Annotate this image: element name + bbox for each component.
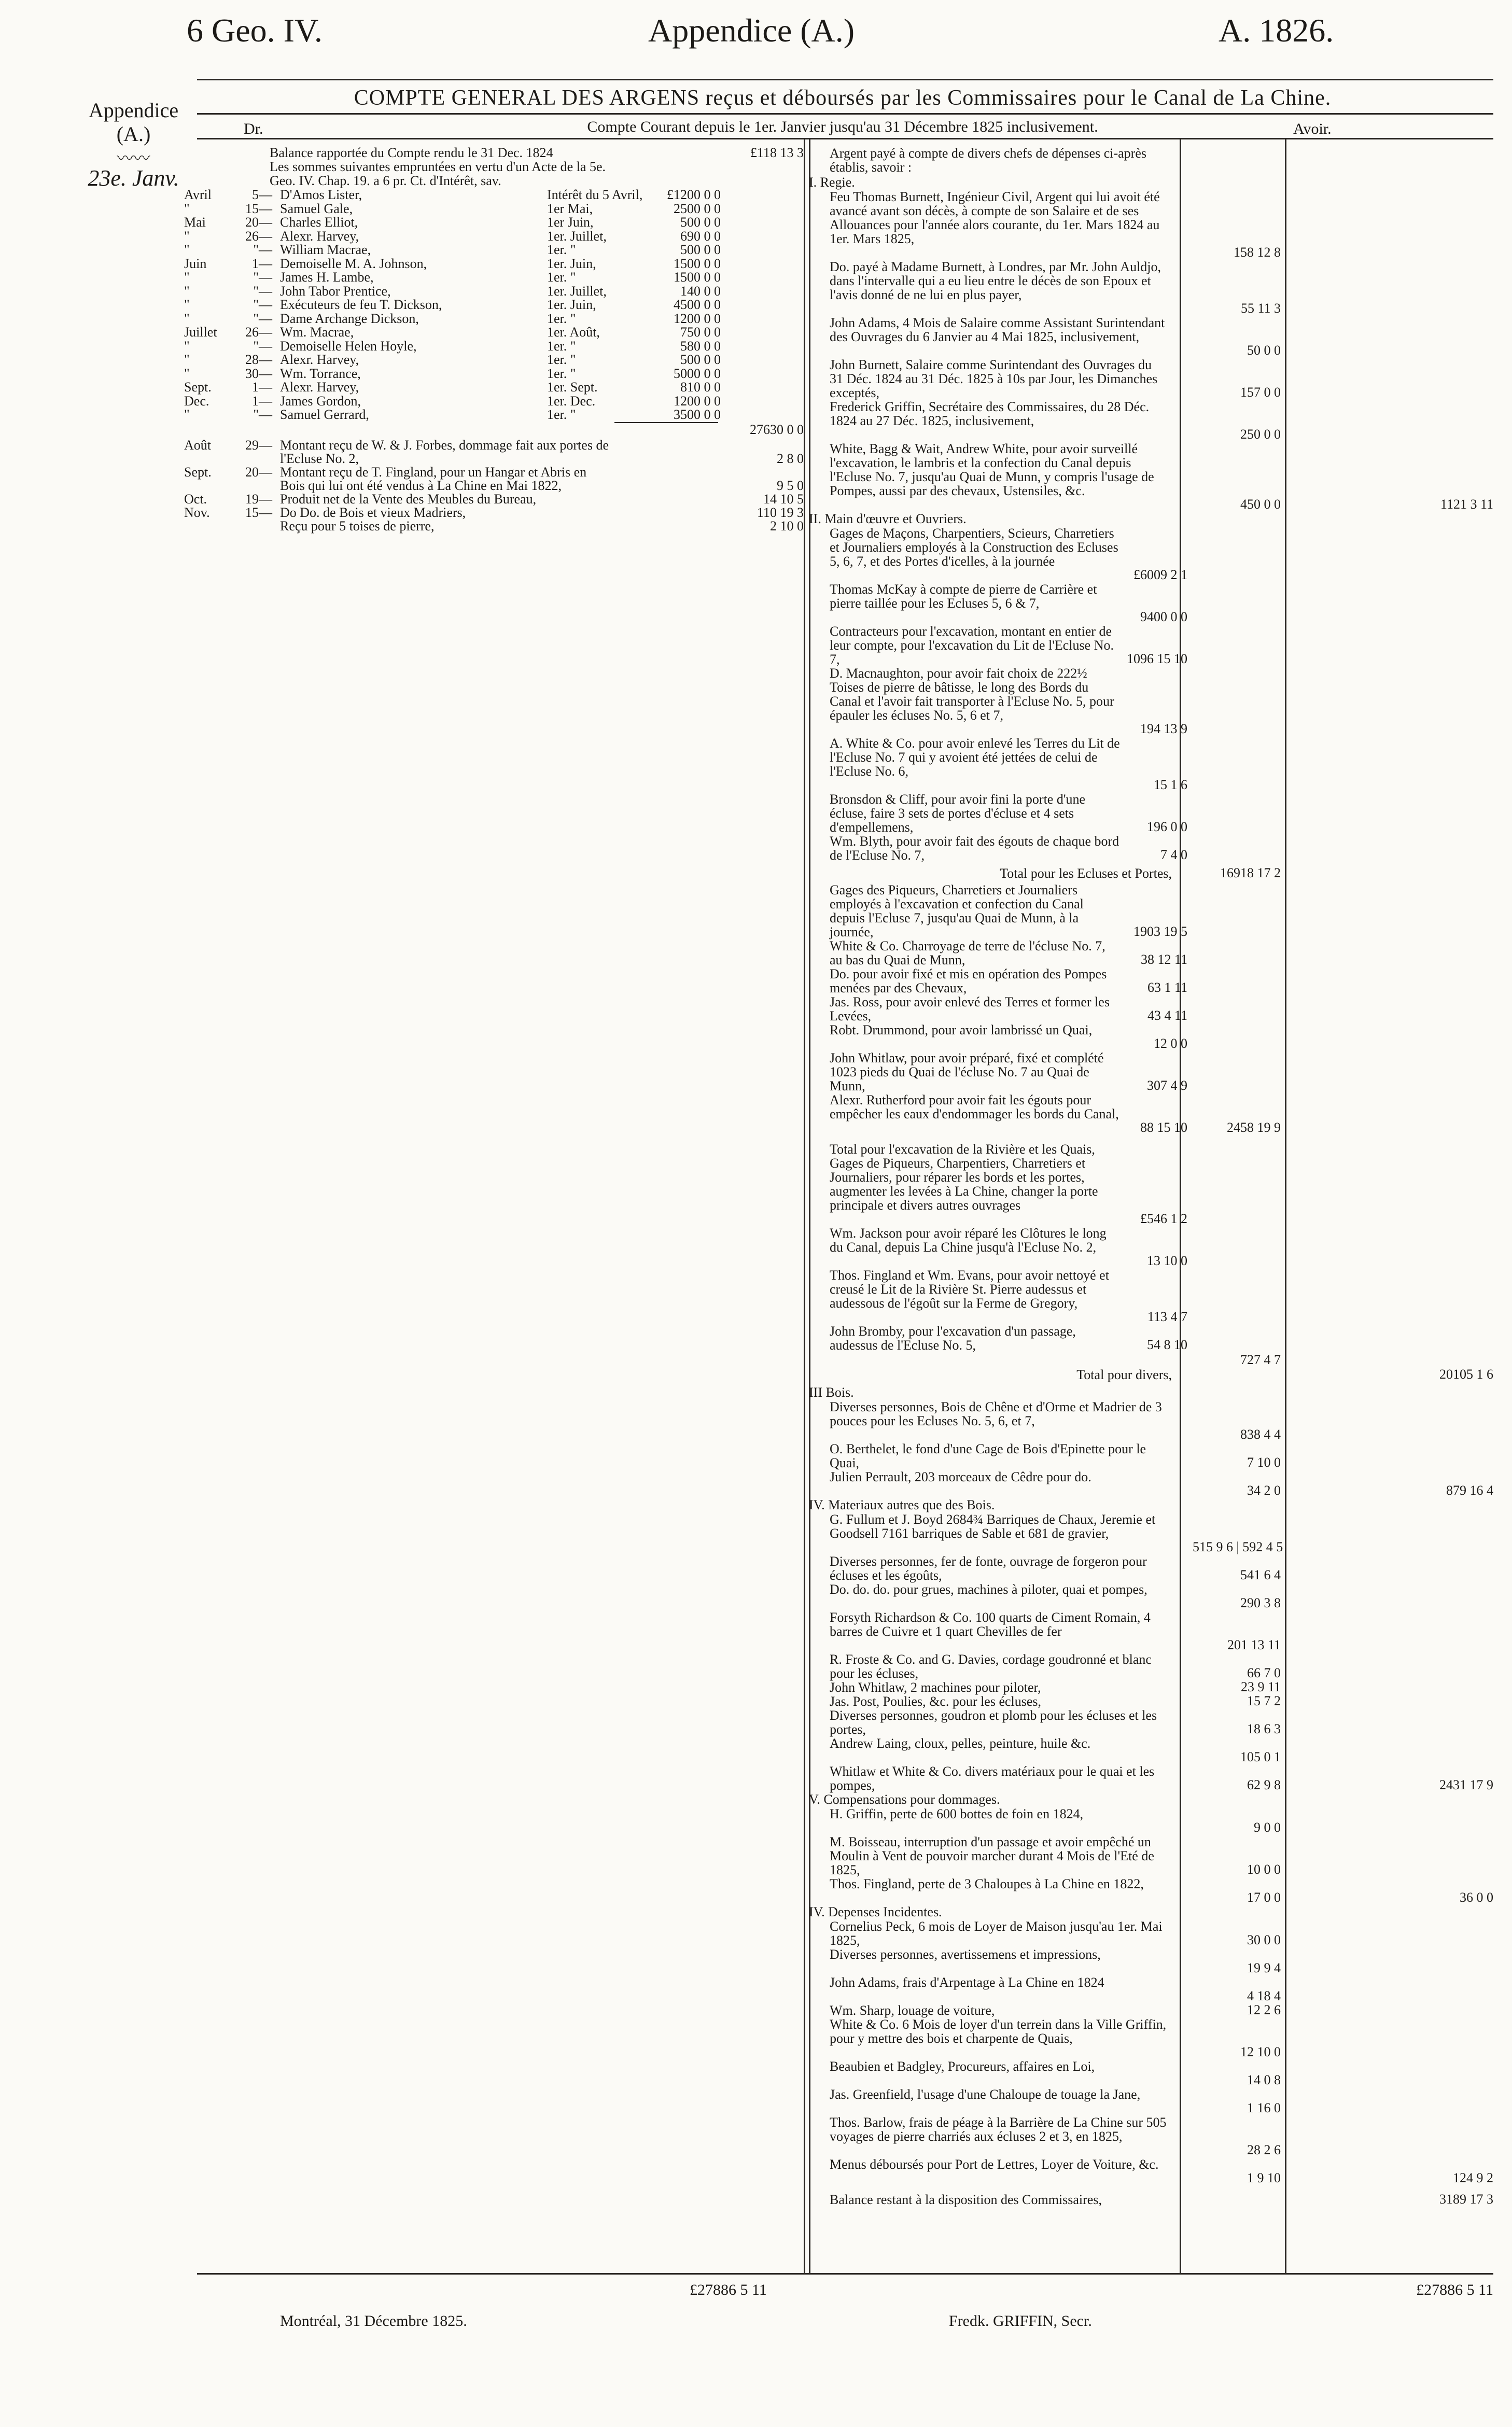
loan-lender: James H. Lambe, [280,270,374,285]
loan-lender: Alexr. Harvey, [280,380,359,395]
materials-amount: 515 9 6 | 592 4 5 [1193,1539,1283,1554]
river-amount: £546 1 2 [1140,1211,1187,1226]
credit-item-text: Gages de Maçons, Charpentiers, Scieurs, Charretiers et Journaliers employés à la Construction des Ecluses 5, 6, 7, et des Portes d'icelles, à la journée [830,526,1118,569]
receipt-amount: 110 19 3 [757,504,804,520]
credit-item-text: Julien Perrault, 203 morceaux de Cêdre pour do. [830,1469,1091,1484]
receipt-amount: 14 10 5 [763,491,804,507]
credit-item-text: John Adams, frais d'Arpentage à La Chine en 1824 [830,1975,1104,1990]
loan-day: "— [253,242,272,257]
center-divider-2 [809,138,810,2274]
loan-month: " [184,352,190,367]
materials-amount: 17 0 0 [1247,1890,1281,1905]
materials-amount: 30 0 0 [1247,1932,1281,1947]
receipt-amount: 9 5 0 [777,478,804,493]
credit-item-text: John Whitlaw, pour avoir préparé, fixé et complété 1023 pieds du Quai de l'écluse No. 7 au Quai de Munn, [830,1050,1104,1093]
loan-interest-date: 1er. " [547,352,576,367]
loan-interest-date: 1er. " [547,270,576,285]
loan-day: "— [253,338,272,354]
loan-day: 15— [245,201,272,216]
section-heading: III Bois. [809,1385,854,1400]
loan-day: 1— [252,256,272,271]
credit-item-text: John Adams, 4 Mois de Salaire comme Assistant Surintendant des Ouvrages du 6 Janvier au 4 Mai 1825, inclusivement, [830,315,1165,344]
receipt-amount: 2 8 0 [777,451,804,466]
credit-item-text: Jas. Ross, pour avoir enlevé des Terres et former les Levées, [830,994,1110,1023]
loan-interest-date: 1er. Juillet, [547,283,607,299]
materials-amount: 62 9 8 [1247,1777,1281,1792]
credit-item-text: Diverses personnes, fer de fonte, ouvrage de forgeron pour écluses et les égoûts, [830,1554,1147,1583]
excavation-amount: 12 0 0 [1154,1036,1187,1051]
loan-month: " [184,228,190,244]
loan-lender: D'Amos Lister, [280,187,362,202]
loan-lender: William Macrae, [280,242,371,257]
loan-month: " [184,283,190,299]
header-year: A. 1826. [1219,12,1334,49]
excavation-amount: 63 1 11 [1147,980,1187,995]
credit-item-text: John Bromby, pour l'excavation d'un passage, audessus de l'Ecluse No. 5, [830,1324,1076,1353]
labour-amount: 15 1 6 [1154,777,1187,792]
loan-interest-date: 1er. Dec. [547,393,596,409]
credit-item-text: White & Co. 6 Mois de loyer d'un terrein dans la Ville Griffin, pour y mettre des bois et charpente de Quais, [830,2017,1167,2046]
loan-interest-date: 1er. " [547,407,576,422]
labour-amount: 7 4 0 [1160,847,1187,862]
credit-item-text: Do. do. do. pour grues, machines à piloter, quai et pompes, [830,1582,1147,1597]
credit-label: Avoir. [1293,120,1332,137]
credit-item-text: Menus déboursés pour Port de Lettres, Loyer de Voiture, &c. [830,2157,1159,2172]
regie-total: 1121 3 11 [1440,497,1493,512]
receipt-description: Bois qui lui ont été vendus à La Chine en Mai 1822, [280,478,562,493]
loan-lender: Demoiselle Helen Hoyle, [280,338,417,354]
regie-amount: 157 0 0 [1240,385,1281,400]
credit-item-text: M. Boisseau, interruption d'un passage et avoir empêché un Moulin à Vent de pouvoir marcher durant 4 Mois de l'Eté de 1825, [830,1834,1154,1877]
header-appendix: Appendice (A.) [648,12,855,49]
excavation-amount: 38 12 11 [1140,952,1187,967]
loan-day: "— [253,407,272,422]
credit-item-text: A. White & Co. pour avoir enlevé les Terres du Lit de l'Ecluse No. 7 qui y avoient été jettées de celui de l'Ecluse No. 6, [830,736,1120,779]
balance-label: Balance restant à la disposition des Commissaires, [830,2192,1102,2207]
account-title: COMPTE GENERAL DES ARGENS reçus et déboursés par les Commissaires pour le Canal de La Chine. [354,86,1332,110]
materials-amount: 14 0 8 [1247,2072,1281,2087]
loan-interest-date: 1er. " [547,242,576,257]
loan-lender: Charles Elliot, [280,215,358,230]
credit-item-text: White & Co. Charroyage de terre de l'écluse No. 7, au bas du Quai de Munn, [830,938,1105,967]
loan-interest-date: 1er. " [547,338,576,354]
receipt-month: Août [184,437,211,453]
credit-item-text: Beaubien et Badgley, Procureurs, affaires en Loi, [830,2059,1095,2074]
receipt-description: Montant reçu de W. & J. Forbes, dommage fait aux portes de [280,437,609,453]
receipt-description: Reçu pour 5 toises de pierre, [280,518,435,534]
excavation-subtotal: 2458 19 9 [1227,1120,1281,1135]
regie-amount: 158 12 8 [1234,245,1281,260]
river-amount: 54 8 10 [1147,1337,1187,1352]
credit-item-text: Wm. Blyth, pour avoir fait des égouts de chaque bord de l'Ecluse No. 7, [830,834,1119,863]
loan-month: " [184,366,190,381]
materials-amount: 12 10 0 [1240,2044,1281,2059]
receipt-month: Nov. [184,504,210,520]
loan-month: Dec. [184,393,209,409]
credit-item-text: Diverses personnes, avertissemens et impressions, [830,1947,1101,1962]
footer-signature: Fredk. GRIFFIN, Secr. [949,2312,1092,2330]
river-amount: 13 10 0 [1147,1253,1187,1268]
credit-item-text: Thos. Fingland, perte de 3 Chaloupes à La Chine en 1822, [830,1876,1144,1891]
excavation-amount: 1903 19 5 [1133,924,1187,939]
regie-amount: 250 0 0 [1240,427,1281,442]
loan-day: 1— [252,393,272,409]
credit-item-text: Gages des Piqueurs, Charretiers et Journaliers employés à l'excavation et confection du Canal depuis l'Ecluse 7, jusqu'au Quai de Munn, à la journée, [830,882,1084,939]
materials-amount: 12 2 6 [1247,2002,1281,2017]
loan-interest-date: 1er. Juin, [547,297,596,312]
appendix-margin-label [78,99,189,170]
loan-amount: 500 0 0 [680,215,721,230]
loan-interest-date: 1er. Juillet, [547,228,607,244]
credit-item-text: John Burnett, Salaire comme Surintendant des Ouvrages du 31 Déc. 1824 au 31 Déc. 1825 à 10s par Jour, les Dimanches exceptés, [830,357,1158,400]
materials-amount: 7 10 0 [1247,1455,1281,1470]
regie-amount: 50 0 0 [1247,343,1281,358]
receipt-month: Sept. [184,464,212,480]
materials-amount: 290 3 8 [1240,1595,1281,1610]
credit-item-text: Forsyth Richardson & Co. 100 quarts de Ciment Romain, 4 barres de Cuivre et 1 quart Chevilles de fer [830,1610,1151,1639]
materials-amount: 201 13 11 [1227,1637,1281,1652]
river-subtotal: 727 4 7 [1240,1352,1281,1367]
loan-day: 1— [252,380,272,395]
materials-amount: 1 9 10 [1247,2170,1281,2185]
credit-item-text: Jas. Post, Poulies, &c. pour les écluses, [830,1694,1042,1709]
materials-amount: 1 16 0 [1247,2100,1281,2115]
credit-item-text: Diverses personnes, Bois de Chêne et d'Orme et Madrier de 3 pouces pour les Ecluses No. 5, 6, et 7, [830,1399,1162,1428]
loan-day: "— [253,270,272,285]
credit-item-text: D. Macnaughton, pour avoir fait choix de 222½ Toises de pierre de bâtisse, le long des Bords du Canal et l'avoir fait transporter à l'Ecluse No. 5, pour épauler les écluses No. 5, 6 et 7, [830,666,1114,723]
loan-amount: 750 0 0 [680,325,721,340]
loan-interest-date: 1er. Août, [547,325,600,340]
loan-amount: 1200 0 0 [674,393,721,409]
receipt-day: 29— [245,437,272,453]
loan-lender: James Gordon, [280,393,361,409]
credit-item-text: Thos. Fingland et Wm. Evans, pour avoir nettoyé et creusé le Lit de la Rivière St. Pierre audessus et audessous de l'égoût sur la Ferme de Gregory, [830,1268,1109,1311]
loan-amount: 1500 0 0 [674,270,721,285]
section-total: 124 9 2 [1453,2170,1493,2185]
labour-amount: 194 13 9 [1140,721,1187,736]
footer-place-date: Montréal, 31 Décembre 1825. [280,2312,467,2330]
credit-item-text: Whitlaw et White & Co. divers matériaux pour le quai et les pompes, [830,1764,1155,1793]
credit-item-text: Wm. Sharp, louage de voiture, [830,2003,995,2018]
loan-interest-date: 1er. Sept. [547,380,598,395]
materials-amount: 23 9 11 [1240,1679,1281,1694]
credit-item-text: Wm. Jackson pour avoir réparé les Clôtures le long du Canal, depuis La Chine jusqu'à l'Ecluse No. 2, [830,1226,1107,1255]
credit-item-text: Alexr. Rutherford pour avoir fait les égouts pour empêcher les eaux d'endommager les bords du Canal, [830,1092,1119,1121]
loan-interest-date: 1er. Juin, [547,256,596,271]
receipt-day: 20— [245,464,272,480]
loan-day: 28— [245,352,272,367]
receipt-description: l'Ecluse No. 2, [280,451,359,466]
materials-amount: 838 4 4 [1240,1427,1281,1442]
flourish-divider: 〰〰 [117,149,150,167]
loan-amount: 4500 0 0 [674,297,721,312]
loan-month: Juin [184,256,207,271]
loan-month: Sept. [184,380,212,395]
debit-intro-line: Balance rapportée du Compte rendu le 31 Dec. 1824 [270,145,553,160]
header-session: 6 Geo. IV. [187,12,323,49]
receipt-amount: 2 10 0 [770,518,804,534]
loan-amount: 140 0 0 [680,283,721,299]
regie-amount: 55 11 3 [1240,301,1281,316]
lock-subtotal-label: Total pour les Ecluses et Portes, [1000,866,1172,881]
credit-item-text: Andrew Laing, cloux, pelles, peinture, huile &c. [830,1736,1091,1751]
labour-amount: 196 0 0 [1147,819,1187,834]
loan-lender: Alexr. Harvey, [280,228,359,244]
credit-item-text: R. Froste & Co. and G. Davies, cordage goudronné et blanc pour les écluses, [830,1652,1152,1681]
credit-item-text: O. Berthelet, le fond d'une Cage de Bois d'Epinette pour le Quai, [830,1441,1146,1470]
loan-month: Mai [184,215,206,230]
materials-amount: 4 18 4 [1247,1988,1281,2003]
credit-item-text: Jas. Greenfield, l'usage d'une Chaloupe de touage la Jane, [830,2087,1141,2102]
loan-month: " [184,297,190,312]
title-rule-top [197,79,1493,80]
account-period: Compte Courant depuis le 1er. Janvier jusqu'au 31 Décembre 1825 inclusivement. [587,118,1098,135]
section-total: 36 0 0 [1460,1890,1493,1905]
credit-item-text: H. Griffin, perte de 600 bottes de foin en 1824, [830,1806,1084,1821]
credit-item-text: Bronsdon & Cliff, pour avoir fini la porte d'une écluse, faire 3 sets de portes d'écluse et 4 sets d'empellemens, [830,792,1086,835]
loan-amount: 1500 0 0 [674,256,721,271]
loan-amount: 1200 0 0 [674,311,721,326]
credit-item-text: G. Fullum et J. Boyd 2684¾ Barriques de Chaux, Jeremie et Goodsell 7161 barriques de Sable et 681 de gravier, [830,1512,1156,1541]
loan-interest-date: 1er. " [547,311,576,326]
credit-item-text: Frederick Griffin, Secrétaire des Commissaires, du 28 Déc. 1824 au 27 Déc. 1825, inclusivement, [830,399,1150,428]
loan-lender: Demoiselle M. A. Johnson, [280,256,427,271]
loans-total: 27630 0 0 [750,422,804,437]
loan-month: Juillet [184,325,217,340]
loan-amount: 2500 0 0 [674,201,721,216]
section-total: 2431 17 9 [1439,1777,1493,1792]
loan-lender: John Tabor Prentice, [280,283,391,299]
loan-interest-date: 1er. " [547,366,576,381]
receipt-description: Do Do. de Bois et vieux Madriers, [280,504,466,520]
footer-debit-total: £27886 5 11 [690,2281,767,2298]
loan-amount: 500 0 0 [680,352,721,367]
receipt-month: Oct. [184,491,207,507]
margin-date: 23e. Janv. [88,165,179,191]
materials-amount: 15 7 2 [1247,1693,1281,1708]
loan-month: " [184,311,190,326]
excavation-amount: 307 4 9 [1147,1078,1187,1093]
credit-inner-column-rule [1180,138,1181,2274]
title-rule-mid [197,113,1493,115]
debit-intro-line: Les sommes suivantes empruntées en vertu d'un Acte de la 5e. [270,159,606,174]
credit-outer-column-rule [1285,138,1286,2274]
loan-amount: 580 0 0 [680,338,721,354]
loan-month: " [184,201,190,216]
debit-label: Dr. [244,120,263,137]
appendix-letter: (A.) [116,122,151,146]
excavation-amount: 88 15 10 [1140,1120,1187,1135]
loan-day: 5— [252,187,272,202]
loan-month: " [184,242,190,257]
loan-interest-date: 1er Mai, [547,201,593,216]
credit-item-text: John Whitlaw, 2 machines pour piloter, [830,1680,1041,1695]
center-divider [804,138,805,2274]
materials-amount: 105 0 1 [1240,1749,1281,1764]
loan-amount: 500 0 0 [680,242,721,257]
credit-item-text: Contracteurs pour l'excavation, montant en entier de leur compte, pour l'excavation du Lit de l'Ecluse No. 7, [830,624,1114,667]
loan-lender: Samuel Gale, [280,201,353,216]
loan-day: 26— [245,228,272,244]
river-amount: 113 4 7 [1147,1309,1187,1324]
footer-credit-total: £27886 5 11 [1416,2281,1493,2298]
loan-month: Avril [184,187,212,202]
balance-amount: 3189 17 3 [1439,2192,1493,2207]
loan-lender: Alexr. Harvey, [280,352,359,367]
materials-amount: 9 0 0 [1254,1820,1281,1835]
credit-item-text: Thos. Barlow, frais de péage à la Barrière de La Chine sur 505 voyages de pierre charriés aux écluses 2 et 3, en 1825, [830,2115,1167,2144]
regie-amount: 450 0 0 [1240,497,1281,512]
section-heading: V. Compensations pour dommages. [809,1792,1000,1807]
divers-total-label: Total pour divers, [1076,1367,1172,1382]
loan-day: "— [253,297,272,312]
section-heading: II. Main d'œuvre et Ouvriers. [809,511,967,526]
loan-day: 20— [245,215,272,230]
materials-amount: 10 0 0 [1247,1862,1281,1877]
loan-day: "— [253,283,272,299]
divers-total: 20105 1 6 [1439,1367,1493,1382]
loan-month: " [184,338,190,354]
credit-item-text: White, Bagg & Wait, Andrew White, pour avoir surveillé l'excavation, le lambris et la confection du Canal depuis l'Ecluse No. 7, jusqu'au Quai de Munn, y compris l'usage de Pompes, aussi par des chevaux, Ustensiles, &c. [830,441,1154,498]
loan-lender: Exécuteurs de feu T. Dickson, [280,297,442,312]
loan-month: " [184,270,190,285]
credit-item-text: Total pour l'excavation de la Rivière et les Quais, Gages de Piqueurs, Charpentiers, Charretiers et Journaliers, pour réparer les bords et les portes, augmenter les levées à La Chine, changer la porte principale et divers autres ouvrages [830,1142,1098,1213]
materials-amount: 18 6 3 [1247,1721,1281,1736]
credit-item-text: Thomas McKay à compte de pierre de Carrière et pierre taillée pour les Ecluses 5, 6 & 7, [830,582,1097,611]
loan-month: " [184,407,190,422]
loan-amount: 3500 0 0 [674,407,721,422]
section-total: 879 16 4 [1446,1483,1493,1498]
lock-subtotal: 16918 17 2 [1220,865,1281,880]
receipt-description: Produit net de la Vente des Meubles du Bureau, [280,491,537,507]
receipt-day: 19— [245,491,272,507]
receipt-description: Montant reçu de T. Fingland, pour un Hangar et Abris en [280,464,587,480]
excavation-amount: 43 4 11 [1147,1008,1187,1023]
loan-lender: Wm. Torrance, [280,366,361,381]
credit-item-text: Cornelius Peck, 6 mois de Loyer de Maison jusqu'au 1er. Mai 1825, [830,1919,1163,1948]
section-heading: IV. Depenses Incidentes. [809,1904,942,1919]
loan-day: 30— [245,366,272,381]
receipt-day: 15— [245,504,272,520]
loan-interest-date: Intérêt du 5 Avril, [547,187,643,202]
loan-lender: Samuel Gerrard, [280,407,369,422]
loan-day: 26— [245,325,272,340]
materials-amount: 28 2 6 [1247,2142,1281,2157]
loan-subtotal-rule [614,422,718,423]
debit-intro-amount: £118 13 3 [750,145,804,160]
loan-day: "— [253,311,272,326]
credit-intro: Argent payé à compte de divers chefs de dépenses ci-après établis, savoir : [830,146,1146,175]
debit-intro-line: Geo. IV. Chap. 19. a 6 pr. Ct. d'Intérêt, sav. [270,173,501,188]
credit-item-text: Diverses personnes, goudron et plomb pour les écluses et les portes, [830,1708,1157,1737]
credit-item-text: Do. payé à Madame Burnett, à Londres, par Mr. John Auldjo, dans l'intervalle qui a eu lieu entre le décès de son Epoux et l'avis donné de ne lui en plus payer, [830,259,1161,302]
loan-lender: Dame Archange Dickson, [280,311,419,326]
materials-amount: 541 6 4 [1240,1567,1281,1582]
credit-item-text: Do. pour avoir fixé et mis en opération des Pompes menées par des Chevaux, [830,966,1107,995]
loan-amount: 810 0 0 [680,380,721,395]
credit-item-text: Robt. Drummond, pour avoir lambrissé un Quai, [830,1022,1093,1037]
loan-amount: 690 0 0 [680,228,721,244]
loan-interest-date: 1er Juin, [547,215,594,230]
labour-amount: 1096 15 10 [1127,651,1187,666]
labour-amount: 9400 0 0 [1140,609,1187,624]
labour-amount: £6009 2 1 [1133,567,1187,582]
loan-amount: 5000 0 0 [674,366,721,381]
section-heading: I. Regie. [809,175,855,190]
credit-item-text: Feu Thomas Burnett, Ingénieur Civil, Argent qui lui avoit été avancé avant son décès, à compte de son Salaire et de ses Allouances pour l'année alors courante, du 1er. Mars 1824 au 1er. Mars 1825, [830,189,1160,246]
materials-amount: 34 2 0 [1247,1483,1281,1498]
loan-lender: Wm. Macrae, [280,325,354,340]
footer-rule [197,2273,1493,2275]
section-heading: IV. Materiaux autres que des Bois. [809,1497,995,1512]
materials-amount: 66 7 0 [1247,1665,1281,1680]
title-rule-bottom [197,138,1493,139]
appendix-word: Appendice [88,99,179,122]
materials-amount: 19 9 4 [1247,1960,1281,1975]
loan-amount: £1200 0 0 [667,187,721,202]
